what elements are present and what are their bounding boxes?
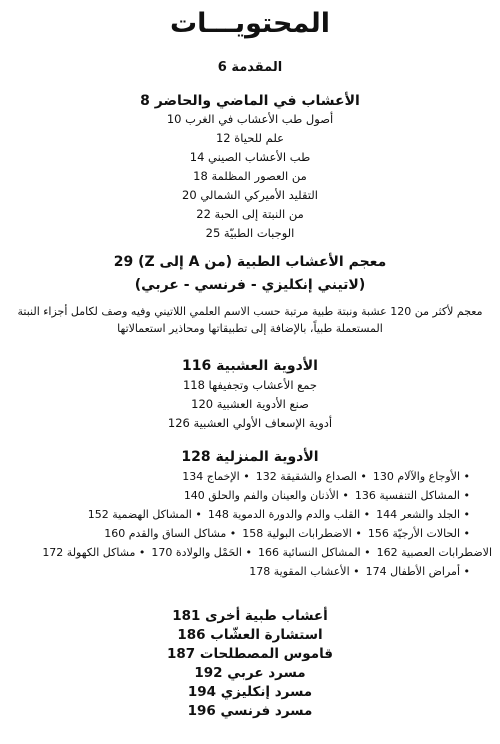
- list-item: • القلب والدم والدورة الدموية 148: [208, 508, 370, 521]
- toc-entry: مسرد عربي 192: [194, 665, 306, 681]
- list-item: • الحَمْل والولادة 170: [151, 546, 252, 559]
- bullet-row: [20, 562, 470, 581]
- toc-entry: مسرد فرنسي 196: [187, 703, 313, 719]
- list-item: • الجلد والشعر 144: [376, 508, 470, 521]
- list-item: من العصور المظلمة 18: [193, 169, 307, 183]
- list-item: • الإخماج 134: [182, 470, 249, 483]
- list-item: • المشاكل النسائية 166: [258, 546, 371, 559]
- section-heading-herbal-dictionary: معجم الأعشاب الطبية (من A إلى Z) 29: [113, 254, 387, 270]
- toc-entry: أعشاب طبية أخرى 181: [172, 608, 328, 624]
- list-item: أصول طب الأعشاب في الغرب 10: [166, 112, 334, 126]
- section-heading-herbal-medicines: الأدوية العشبية 116: [182, 358, 318, 374]
- section-list-herbs-past-present: [0, 110, 500, 243]
- toc-entry: استشارة العشّاب 186: [177, 627, 323, 643]
- list-item: التقليد الأميركي الشمالي 20: [182, 188, 318, 202]
- list-item: صنع الأدوية العشبية 120: [191, 397, 309, 411]
- list-item: طب الأعشاب الصيني 14: [189, 150, 311, 164]
- bullet-row: [20, 467, 470, 486]
- toc-entry: قاموس المصطلحات 187: [166, 646, 334, 662]
- list-item: الاضطرابات العصبية 162: [376, 546, 492, 559]
- list-item: • الأعشاب المقوية 178: [249, 565, 359, 578]
- section-list-herbal-medicines: [0, 376, 500, 433]
- bullet-row: [20, 524, 470, 543]
- bullet-row: [20, 505, 470, 524]
- toc-tail-list: [0, 607, 500, 721]
- section-description-dictionary: معجم لأكثر من 120 عشبة ونبتة طبية مرتبة حسب الاسم العلمي اللاتيني وفيه وصف لكامل أجزاء النبتة المستعملة طبياً، بالإضافة إلى تطبيقاتها ومحاذير استعمالاتها: [17, 305, 483, 335]
- list-item: • الصداع والشقيقة 132: [256, 470, 367, 483]
- list-item: علم للحياة 12: [215, 131, 284, 145]
- list-item: • الأوجاع والآلام 130: [373, 470, 470, 483]
- bullet-row: [20, 543, 492, 562]
- list-item: • المشاكل الهضمية 152: [88, 508, 202, 521]
- section-list-home-remedies: [20, 467, 492, 581]
- list-item: • أمراض الأطفال 174: [366, 565, 470, 578]
- toc-entry: مسرد إنكليزي 194: [187, 684, 313, 700]
- list-item: • الحالات الأرجيّة 156: [368, 527, 470, 540]
- list-item: • الأذنان والعينان والفم والحلق 140: [184, 489, 349, 502]
- list-item: الوجبات الطبيّة 25: [205, 226, 295, 240]
- page-title: المحتويـــات: [170, 8, 330, 39]
- list-item: • مشاكل الساق والقدم 160: [104, 527, 236, 540]
- list-item: • مشاكل الكهولة 172: [42, 546, 145, 559]
- list-item: جمع الأعشاب وتجفيفها 118: [182, 378, 318, 392]
- bullet-row: [20, 486, 470, 505]
- section-subheading-languages: (لاتيني إنكليزي - فرنسي - عربي): [134, 277, 366, 293]
- toc-entry-introduction: المقدمة 6: [217, 60, 283, 75]
- list-item: من النبتة إلى الحبة 22: [196, 207, 304, 221]
- list-item: أدوية الإسعاف الأولي العشبية 126: [167, 416, 333, 430]
- list-item: • المشاكل التنفسية 136: [355, 489, 470, 502]
- section-heading-home-remedies: الأدوية المنزلية 128: [181, 449, 319, 465]
- section-heading-herbs-past-present: الأعشاب في الماضي والحاضر 8: [140, 93, 360, 109]
- list-item: • الاضطرابات البولية 158: [242, 527, 362, 540]
